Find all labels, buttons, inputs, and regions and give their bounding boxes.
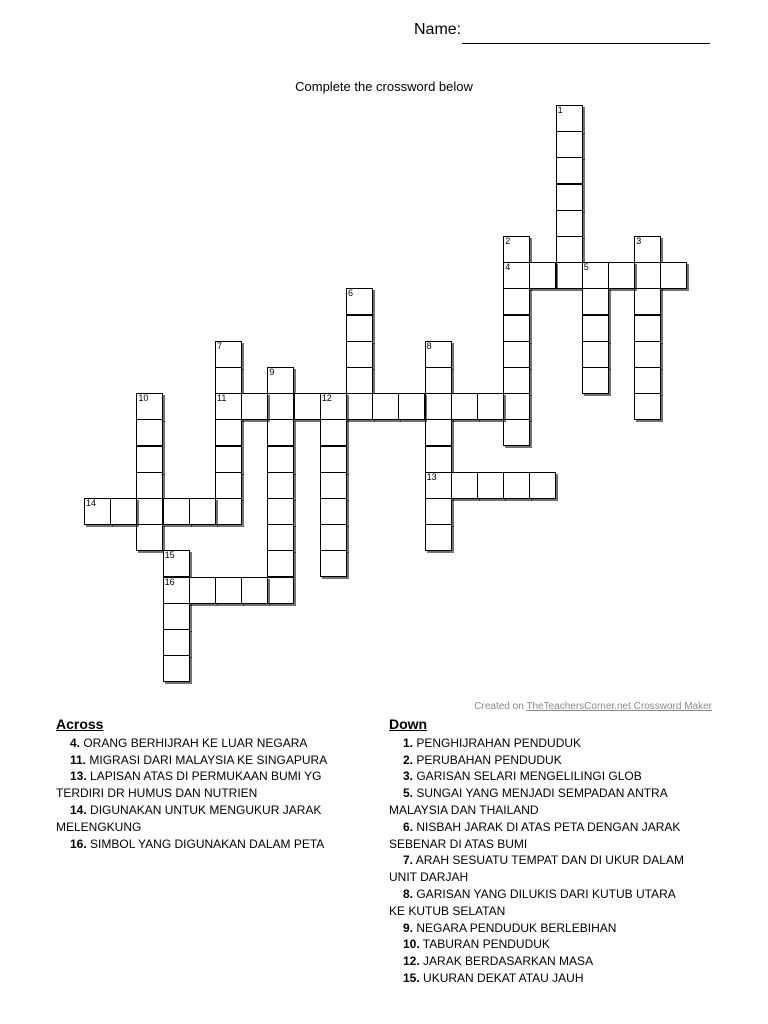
grid-cell[interactable] — [320, 393, 347, 420]
cell-number: 15 — [164, 550, 175, 561]
down-clue-list — [389, 735, 719, 987]
grid-cell[interactable] — [503, 288, 530, 315]
clue-number: 7. — [403, 853, 414, 868]
grid-cell[interactable] — [634, 315, 661, 342]
clue — [389, 768, 719, 785]
clue-number: 1. — [403, 735, 414, 750]
grid-cell[interactable] — [556, 236, 583, 263]
clue-text-continued: KE KUTUB SELATAN — [389, 903, 506, 918]
grid-cell[interactable] — [136, 446, 163, 473]
grid-cell[interactable] — [425, 472, 452, 499]
grid-cell[interactable] — [503, 262, 530, 289]
grid-cell[interactable] — [267, 524, 294, 551]
grid-cell[interactable] — [556, 157, 583, 184]
grid-cell[interactable] — [529, 472, 556, 499]
clue-text-continued: TERDIRI DR HUMUS DAN NUTRIEN — [56, 786, 258, 801]
clue-text: NISBAH JARAK DI ATAS PETA DENGAN JARAK — [413, 819, 681, 834]
grid-cell[interactable] — [267, 498, 294, 525]
clue-text-continued: SEBENAR DI ATAS BUMI — [389, 836, 528, 851]
grid-cell[interactable] — [582, 341, 609, 368]
clue-text: NEGARA PENDUDUK BERLEBIHAN — [413, 920, 617, 935]
grid-cell[interactable] — [425, 367, 452, 394]
grid-cell[interactable] — [477, 393, 504, 420]
grid-cell[interactable] — [477, 472, 504, 499]
grid-cell[interactable] — [582, 262, 609, 289]
clue — [389, 953, 719, 970]
clue-number: 8. — [403, 886, 414, 901]
grid-cell[interactable] — [215, 472, 242, 499]
down-heading: Down — [389, 716, 428, 732]
clue — [389, 819, 719, 836]
grid-cell[interactable] — [267, 550, 294, 577]
down-clues — [389, 716, 719, 987]
clue-number: 6. — [403, 819, 414, 834]
grid-cell[interactable] — [425, 524, 452, 551]
grid-cell[interactable] — [346, 315, 373, 342]
grid-cell[interactable] — [556, 262, 583, 289]
clue-text-continued: UNIT DARJAH — [389, 870, 469, 885]
grid-cell[interactable] — [267, 472, 294, 499]
clue-text: PERUBAHAN PENDUDUK — [413, 752, 562, 767]
clue-number: 15. — [403, 970, 420, 985]
grid-cell[interactable] — [215, 393, 242, 420]
grid-cell[interactable] — [346, 393, 373, 420]
grid-cell[interactable] — [503, 393, 530, 420]
grid-cell[interactable] — [136, 524, 163, 551]
grid-cell[interactable] — [503, 419, 530, 446]
grid-cell[interactable] — [346, 288, 373, 315]
instructions: Complete the crossword below — [295, 79, 473, 94]
clue-number: 14. — [70, 802, 87, 817]
grid-cell[interactable] — [503, 236, 530, 263]
clue-text: MIGRASI DARI MALAYSIA KE SINGAPURA — [86, 752, 328, 767]
clue — [56, 768, 346, 785]
grid-cell[interactable] — [634, 367, 661, 394]
clue-number: 13. — [70, 769, 87, 784]
grid-cell[interactable] — [267, 577, 294, 604]
cell-number: 13 — [426, 471, 437, 482]
grid-cell[interactable] — [503, 341, 530, 368]
grid-cell[interactable] — [608, 262, 635, 289]
grid-cell[interactable] — [582, 288, 609, 315]
grid-cell[interactable] — [163, 550, 190, 577]
grid-cell[interactable] — [503, 367, 530, 394]
clue-number: 9. — [403, 920, 414, 935]
grid-cell[interactable] — [634, 288, 661, 315]
cell-number: 3 — [636, 236, 642, 246]
clue-text: DIGUNAKAN UNTUK MENGUKUR JARAK — [86, 802, 322, 817]
cell-number: 9 — [269, 367, 275, 377]
grid-cell[interactable] — [634, 236, 661, 263]
clue-number: 12. — [403, 954, 420, 969]
cell-number: 11 — [217, 393, 227, 404]
grid-cell[interactable] — [634, 341, 661, 368]
grid-cell[interactable] — [320, 446, 347, 473]
grid-cell[interactable] — [503, 315, 530, 342]
cell-number: 2 — [505, 236, 511, 246]
grid-cell[interactable] — [556, 131, 583, 158]
grid-cell[interactable] — [215, 341, 242, 368]
grid-cell[interactable] — [320, 498, 347, 525]
clue — [56, 735, 346, 752]
clue-number: 10. — [403, 937, 420, 952]
clue-text: GARISAN SELARI MENGELILINGI GLOB — [413, 769, 642, 784]
cell-number: 10 — [138, 393, 149, 404]
clue-text: JARAK BERDASARKAN MASA — [419, 954, 594, 969]
grid-cell[interactable] — [163, 655, 190, 682]
grid-cell[interactable] — [660, 262, 687, 289]
grid-cell[interactable] — [320, 472, 347, 499]
clue-text: GARISAN YANG DILUKIS DARI KUTUB UTARA — [413, 886, 676, 901]
grid-cell[interactable] — [398, 393, 425, 420]
credit-prefix: Created on — [474, 701, 527, 712]
grid-cell[interactable] — [320, 550, 347, 577]
grid-cell[interactable] — [163, 629, 190, 656]
grid-cell[interactable] — [451, 472, 478, 499]
grid-cell[interactable] — [189, 577, 216, 604]
clue — [389, 785, 719, 802]
grid-cell[interactable] — [582, 315, 609, 342]
grid-cell[interactable] — [582, 367, 609, 394]
grid-cell[interactable] — [163, 498, 190, 525]
grid-cell[interactable] — [215, 577, 242, 604]
cell-number: 16 — [164, 576, 175, 587]
clue-text: SIMBOL YANG DIGUNAKAN DALAM PETA — [86, 836, 325, 851]
grid-cell[interactable] — [136, 498, 163, 525]
clue — [389, 970, 719, 987]
name-label: Name: — [414, 21, 462, 38]
cell-number: 12 — [321, 393, 332, 404]
grid-cell[interactable] — [425, 498, 452, 525]
clue — [389, 752, 719, 769]
across-clue-list — [56, 735, 346, 853]
grid-cell[interactable] — [556, 210, 583, 237]
clue-number: 3. — [403, 769, 414, 784]
grid-cell[interactable] — [556, 105, 583, 132]
grid-cell[interactable] — [215, 419, 242, 446]
clue-text: ARAH SESUATU TEMPAT DAN DI UKUR DALAM — [413, 853, 684, 868]
grid-cell[interactable] — [241, 393, 268, 420]
grid-cell[interactable] — [241, 577, 268, 604]
clue — [389, 735, 719, 752]
grid-cell[interactable] — [425, 341, 452, 368]
grid-cell[interactable] — [372, 393, 399, 420]
grid-cell[interactable] — [346, 367, 373, 394]
clue — [389, 852, 719, 869]
grid-cell[interactable] — [634, 262, 661, 289]
clue — [56, 836, 346, 853]
clue — [56, 802, 346, 819]
cell-number: 8 — [426, 340, 432, 351]
grid-cell[interactable] — [503, 472, 530, 499]
grid-cell[interactable] — [163, 577, 190, 604]
clue-text-continued: MALAYSIA DAN THAILAND — [389, 802, 539, 817]
cell-number: 14 — [86, 498, 97, 508]
grid-cell[interactable] — [451, 393, 478, 420]
clue-text-continued: MELENGKUNG — [56, 819, 142, 834]
grid-cell[interactable] — [110, 498, 137, 525]
grid-cell[interactable] — [267, 419, 294, 446]
grid-cell[interactable] — [634, 393, 661, 420]
clue — [389, 886, 719, 903]
grid-cell[interactable] — [425, 446, 452, 473]
cell-number: 5 — [583, 262, 589, 273]
cell-number: 7 — [217, 340, 223, 351]
cell-number: 4 — [505, 262, 511, 273]
grid-cell[interactable] — [163, 603, 190, 630]
cell-number: 1 — [557, 105, 563, 115]
clue-text: UKURAN DEKAT ATAU JAUH — [419, 970, 584, 985]
clue — [389, 936, 719, 953]
across-heading: Across — [56, 716, 104, 732]
grid-cell[interactable] — [84, 498, 111, 525]
grid-cell[interactable] — [215, 498, 242, 525]
grid-cell[interactable] — [267, 393, 294, 420]
grid-cell[interactable] — [136, 472, 163, 499]
grid-cell[interactable] — [294, 393, 321, 420]
credit — [474, 701, 712, 712]
grid-cell[interactable] — [267, 446, 294, 473]
credit-link[interactable]: TheTeachersCorner.net Crossword Maker — [526, 701, 712, 712]
clue — [56, 752, 346, 769]
clue-number: 4. — [70, 735, 81, 750]
clue — [389, 920, 719, 937]
grid-cell[interactable] — [215, 446, 242, 473]
clue-text: SUNGAI YANG MENJADI SEMPADAN ANTRA — [413, 786, 668, 801]
clue-number: 2. — [403, 752, 414, 767]
clue-text: PENGHIJRAHAN PENDUDUK — [413, 735, 582, 750]
grid-cell[interactable] — [189, 498, 216, 525]
clue-number: 11. — [70, 752, 87, 767]
clue-text: LAPISAN ATAS DI PERMUKAAN BUMI YG — [86, 769, 322, 784]
grid-cell[interactable] — [346, 341, 373, 368]
grid-cell[interactable] — [215, 367, 242, 394]
clue-number: 5. — [403, 786, 414, 801]
across-clues — [56, 716, 346, 852]
grid-cell[interactable] — [425, 393, 452, 420]
grid-cell[interactable] — [556, 184, 583, 211]
clue-text: TABURAN PENDUDUK — [419, 937, 550, 952]
grid-cell[interactable] — [529, 262, 556, 289]
grid-cell[interactable] — [425, 419, 452, 446]
grid-cell[interactable] — [320, 419, 347, 446]
grid-cell[interactable] — [136, 393, 163, 420]
grid-cell[interactable] — [136, 419, 163, 446]
grid-cell[interactable] — [267, 367, 294, 394]
cell-number: 6 — [348, 288, 354, 299]
clue-text: ORANG BERHIJRAH KE LUAR NEGARA — [80, 735, 308, 750]
clue-number: 16. — [70, 836, 87, 851]
grid-cell[interactable] — [320, 524, 347, 551]
